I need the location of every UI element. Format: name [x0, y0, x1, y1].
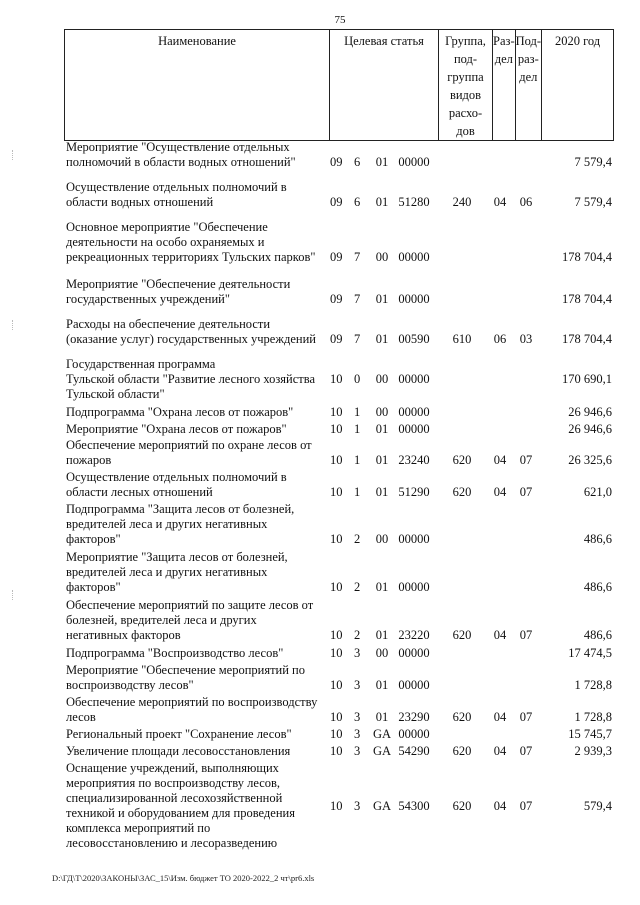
code-subprogram: 2 — [354, 532, 361, 546]
cell-subsection: 06 — [519, 195, 533, 209]
code-event: 00 — [375, 532, 389, 546]
code-subprogram: 7 — [354, 332, 361, 346]
cell-amount: 2 939,3 — [574, 744, 612, 758]
table-row — [0, 220, 640, 265]
code-program: 10 — [330, 580, 343, 594]
row-name-line: Осуществление отдельных полномочий в — [66, 470, 287, 484]
row-name-line: техникой и оборудованием для проведения — [66, 806, 295, 820]
table-row — [0, 422, 640, 437]
cell-amount: 7 579,4 — [574, 155, 612, 169]
cell-amount: 1 728,8 — [574, 678, 612, 692]
row-name — [66, 502, 330, 547]
cell-amount: 26 946,6 — [568, 422, 612, 436]
code-event: 00 — [375, 405, 389, 419]
header-subsection: Под- раз- дел — [515, 30, 541, 141]
cell-group: 620 — [452, 628, 472, 642]
code-program: 10 — [330, 405, 343, 419]
table-row — [0, 438, 640, 468]
code-program: 10 — [330, 628, 343, 642]
table-row — [0, 744, 640, 759]
row-name-line: Обеспечение мероприятий по защите лесов от — [66, 598, 314, 612]
cell-amount: 579,4 — [583, 799, 612, 813]
code-event: 00 — [375, 372, 389, 386]
code-direction: 00590 — [398, 332, 430, 346]
code-subprogram: 0 — [354, 372, 361, 386]
code-direction: 00000 — [398, 422, 430, 436]
code-subprogram: 1 — [354, 422, 361, 436]
code-event: 01 — [375, 580, 389, 594]
row-name-line: вредителей леса и других негативных — [66, 565, 268, 579]
code-program: 10 — [330, 710, 343, 724]
code-subprogram: 1 — [354, 405, 361, 419]
code-event: 01 — [375, 678, 389, 692]
code-event: 01 — [375, 453, 389, 467]
cell-amount: 621,0 — [583, 485, 612, 499]
row-name-line: государственных учреждений" — [66, 292, 230, 306]
table-row — [0, 180, 640, 210]
row-name — [66, 220, 330, 265]
code-program: 10 — [330, 372, 343, 386]
row-name-line: факторов" — [66, 580, 121, 594]
code-event: 01 — [375, 332, 389, 346]
row-name-line: Расходы на обеспечение деятельности — [66, 317, 271, 331]
row-name-line: негативных факторов — [66, 628, 181, 642]
code-event: GA — [372, 727, 392, 741]
row-name — [66, 646, 330, 661]
code-direction: 00000 — [398, 727, 430, 741]
cell-amount: 26 325,6 — [568, 453, 612, 467]
binding-mark — [12, 320, 14, 330]
row-name — [66, 761, 330, 851]
table-row — [0, 470, 640, 500]
code-direction: 00000 — [398, 678, 430, 692]
code-event: 00 — [375, 646, 389, 660]
row-name-line: комплекса мероприятий по — [66, 821, 211, 835]
row-name-line: (оказание услуг) государственных учреждений — [66, 332, 316, 346]
row-name — [66, 140, 330, 170]
table-row — [0, 502, 640, 547]
cell-section: 06 — [493, 332, 507, 346]
cell-section: 04 — [493, 485, 507, 499]
cell-amount: 178 704,4 — [562, 332, 612, 346]
row-name — [66, 695, 330, 725]
code-program: 09 — [330, 250, 343, 264]
row-name-line: рекреационных территориях Тульских парков" — [66, 250, 316, 264]
table-row — [0, 663, 640, 693]
row-name-line: болезней, вредителей леса и других — [66, 613, 257, 627]
code-subprogram: 3 — [354, 646, 361, 660]
cell-amount: 170 690,1 — [562, 372, 612, 386]
row-name-line: Оснащение учреждений, выполняющих — [66, 761, 279, 775]
cell-group: 620 — [452, 710, 472, 724]
code-subprogram: 1 — [354, 453, 361, 467]
code-program: 10 — [330, 799, 343, 813]
row-name-line: Мероприятие "Охрана лесов от пожаров" — [66, 422, 287, 436]
code-subprogram: 6 — [354, 155, 361, 169]
row-name — [66, 357, 330, 402]
cell-group: 240 — [452, 195, 472, 209]
table-header — [64, 29, 614, 141]
code-direction: 00000 — [398, 580, 430, 594]
code-subprogram: 3 — [354, 678, 361, 692]
code-subprogram: 3 — [354, 799, 361, 813]
row-name-line: Подпрограмма "Защита лесов от болезней, — [66, 502, 295, 516]
header-section: Раз- дел — [493, 30, 516, 141]
code-program: 10 — [330, 485, 343, 499]
cell-amount: 1 728,8 — [574, 710, 612, 724]
row-name-line: области водных отношений — [66, 195, 214, 209]
cell-section: 04 — [493, 799, 507, 813]
code-event: 01 — [375, 710, 389, 724]
code-direction: 00000 — [398, 155, 430, 169]
cell-section: 04 — [493, 453, 507, 467]
code-direction: 51280 — [398, 195, 430, 209]
page-number: 75 — [334, 14, 346, 26]
row-name-line: факторов" — [66, 532, 121, 546]
code-program: 09 — [330, 292, 343, 306]
code-subprogram: 2 — [354, 580, 361, 594]
table-row — [0, 695, 640, 725]
code-subprogram: 7 — [354, 292, 361, 306]
code-subprogram: 1 — [354, 485, 361, 499]
cell-section: 04 — [493, 744, 507, 758]
cell-amount: 26 946,6 — [568, 405, 612, 419]
cell-group: 620 — [452, 485, 472, 499]
header-name: Наименование — [65, 30, 330, 141]
row-name-line: Тульской области" — [66, 387, 165, 401]
code-program: 10 — [330, 422, 343, 436]
cell-section: 04 — [493, 628, 507, 642]
row-name-line: Региональный проект "Сохранение лесов" — [66, 727, 292, 741]
row-name-line: Обеспечение мероприятий по охране лесов от — [66, 438, 312, 452]
code-program: 09 — [330, 155, 343, 169]
row-name — [66, 422, 330, 437]
code-direction: 23290 — [398, 710, 430, 724]
code-event: 01 — [375, 422, 389, 436]
code-event: 01 — [375, 292, 389, 306]
code-event: 01 — [375, 485, 389, 499]
row-name — [66, 727, 330, 742]
row-name-line: Мероприятие "Защита лесов от болезней, — [66, 550, 288, 564]
cell-group: 620 — [452, 799, 472, 813]
code-direction: 00000 — [398, 250, 430, 264]
row-name-line: вредителей леса и других негативных — [66, 517, 268, 531]
row-name-line: Основное мероприятие "Обеспечение — [66, 220, 268, 234]
header-target: Целевая статья — [330, 30, 439, 141]
code-direction: 00000 — [398, 405, 430, 419]
cell-subsection: 07 — [519, 799, 533, 813]
code-program: 09 — [330, 332, 343, 346]
code-program: 10 — [330, 678, 343, 692]
table-row — [0, 357, 640, 402]
row-name-line: полномочий в области водных отношений" — [66, 155, 296, 169]
row-name-line: Мероприятие "Обеспечение мероприятий по — [66, 663, 305, 677]
table-row — [0, 550, 640, 595]
code-direction: 00000 — [398, 532, 430, 546]
cell-group: 620 — [452, 744, 472, 758]
cell-amount: 486,6 — [583, 532, 612, 546]
row-name-line: Мероприятие "Осуществление отдельных — [66, 140, 290, 154]
code-event: 00 — [375, 250, 389, 264]
code-subprogram: 3 — [354, 744, 361, 758]
code-program: 10 — [330, 727, 343, 741]
row-name-line: лесовосстановлению и лесоразведению — [66, 836, 278, 850]
row-name — [66, 550, 330, 595]
cell-subsection: 07 — [519, 628, 533, 642]
cell-subsection: 07 — [519, 744, 533, 758]
code-event: GA — [372, 744, 392, 758]
cell-amount: 15 745,7 — [568, 727, 612, 741]
code-program: 09 — [330, 195, 343, 209]
cell-subsection: 07 — [519, 710, 533, 724]
cell-amount: 486,6 — [583, 580, 612, 594]
table-row — [0, 140, 640, 170]
code-direction: 54290 — [398, 744, 430, 758]
cell-section: 04 — [493, 710, 507, 724]
cell-subsection: 07 — [519, 453, 533, 467]
code-subprogram: 3 — [354, 710, 361, 724]
code-program: 10 — [330, 453, 343, 467]
row-name — [66, 598, 330, 643]
code-subprogram: 6 — [354, 195, 361, 209]
cell-amount: 486,6 — [583, 628, 612, 642]
row-name-line: лесов — [66, 710, 96, 724]
code-direction: 23220 — [398, 628, 430, 642]
table-row — [0, 277, 640, 307]
row-name-line: Подпрограмма "Охрана лесов от пожаров" — [66, 405, 294, 419]
row-name-line: области лесных отношений — [66, 485, 213, 499]
code-event: 01 — [375, 155, 389, 169]
row-name-line: Тульской области "Развитие лесного хозяйства — [66, 372, 316, 386]
row-name — [66, 277, 330, 307]
row-name-line: Обеспечение мероприятий по воспроизводству — [66, 695, 318, 709]
binding-mark — [12, 150, 14, 160]
cell-section: 04 — [493, 195, 507, 209]
table-row — [0, 317, 640, 347]
cell-group: 610 — [452, 332, 472, 346]
row-name-line: специализированной лесохозяйственной — [66, 791, 283, 805]
code-event: 01 — [375, 628, 389, 642]
file-path-footer: D:\ГД\Т\2020\ЗАКОНЫ\ЗАС_15\Изм. бюджет ТО 2020-2022_2 чт\pr6.xls — [52, 873, 315, 883]
cell-amount: 178 704,4 — [562, 292, 612, 306]
header-group: Группа, под- группа видов расхо- дов — [439, 30, 493, 141]
row-name-line: Увеличение площади лесовосстановления — [66, 744, 291, 758]
table-row — [0, 727, 640, 742]
code-subprogram: 3 — [354, 727, 361, 741]
code-subprogram: 7 — [354, 250, 361, 264]
code-event: 01 — [375, 195, 389, 209]
row-name-line: мероприятия по воспроизводству лесов, — [66, 776, 281, 790]
code-direction: 51290 — [398, 485, 430, 499]
row-name — [66, 438, 330, 468]
row-name — [66, 744, 330, 759]
cell-amount: 17 474,5 — [568, 646, 612, 660]
code-direction: 00000 — [398, 292, 430, 306]
row-name — [66, 405, 330, 420]
table-row — [0, 598, 640, 643]
row-name-line: пожаров — [66, 453, 112, 467]
row-name-line: Мероприятие "Обеспечение деятельности — [66, 277, 291, 291]
code-direction: 23240 — [398, 453, 430, 467]
table-row — [0, 761, 640, 851]
row-name-line: Осуществление отдельных полномочий в — [66, 180, 287, 194]
row-name-line: Государственная программа — [66, 357, 216, 371]
cell-amount: 178 704,4 — [562, 250, 612, 264]
binding-mark — [12, 590, 14, 600]
row-name-line: Подпрограмма "Воспроизводство лесов" — [66, 646, 284, 660]
cell-group: 620 — [452, 453, 472, 467]
header-year: 2020 год — [542, 30, 614, 141]
table-row — [0, 405, 640, 420]
code-direction: 54300 — [398, 799, 430, 813]
row-name-line: воспроизводству лесов" — [66, 678, 194, 692]
code-program: 10 — [330, 744, 343, 758]
code-program: 10 — [330, 532, 343, 546]
code-direction: 00000 — [398, 372, 430, 386]
code-direction: 00000 — [398, 646, 430, 660]
row-name — [66, 470, 330, 500]
cell-amount: 7 579,4 — [574, 195, 612, 209]
row-name-line: деятельности на особо охраняемых и — [66, 235, 265, 249]
row-name — [66, 180, 330, 210]
code-event: GA — [372, 799, 392, 813]
row-name — [66, 317, 330, 347]
code-subprogram: 2 — [354, 628, 361, 642]
code-program: 10 — [330, 646, 343, 660]
row-name — [66, 663, 330, 693]
cell-subsection: 07 — [519, 485, 533, 499]
cell-subsection: 03 — [519, 332, 533, 346]
table-row — [0, 646, 640, 661]
